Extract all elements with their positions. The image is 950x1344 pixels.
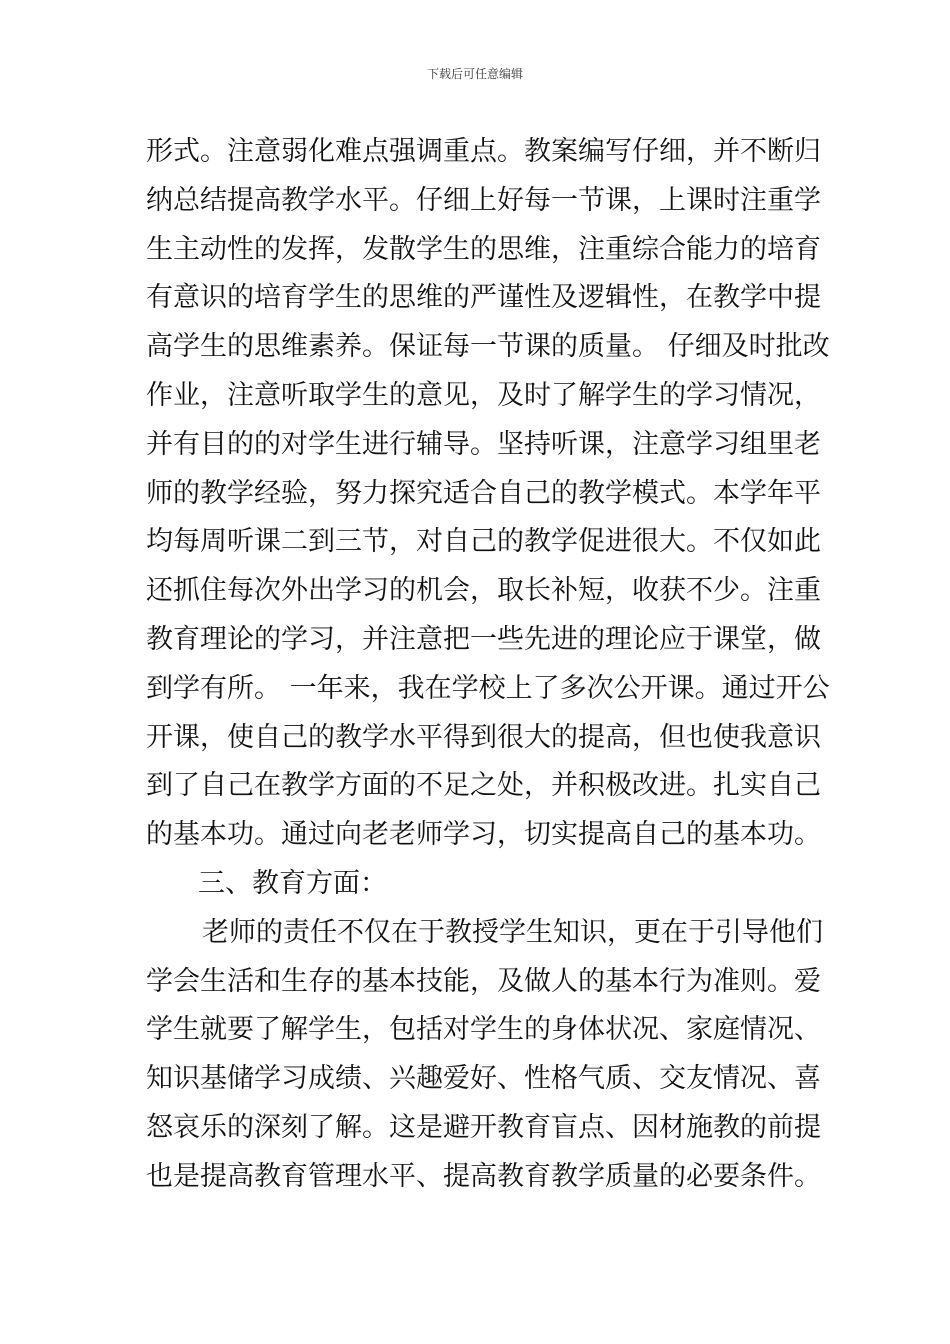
text-line: 怒哀乐的深刻了解。这是避开教育盲点、因材施教的前提: [146, 1111, 821, 1143]
text-line: 也是提高教育管理水平、提高教育教学质量的必要条件。: [146, 1160, 821, 1192]
text-line: 作业，注意听取学生的意见，及时了解学生的学习情况，: [146, 379, 821, 411]
text-line: 开课，使自己的教学水平得到很大的提高，但也使我意识: [146, 721, 821, 753]
text-line: 高学生的思维素养。保证每一节课的质量。 仔细及时批改: [146, 331, 830, 363]
text-line: 学生就要了解学生，包括对学生的身体状况、家庭情况、: [146, 1014, 821, 1046]
text-line: 纳总结提高教学水平。仔细上好每一节课，上课时注重学: [146, 184, 821, 216]
text-line: 知识基储学习成绩、兴趣爱好、性格气质、交友情况、喜: [146, 1063, 821, 1095]
text-line: 有意识的培育学生的思维的严谨性及逻辑性，在教学中提: [146, 282, 821, 314]
text-line: 老师的责任不仅在于教授学生知识，更在于引导他们: [202, 916, 823, 948]
text-line: 生主动性的发挥，发散学生的思维，注重综合能力的培育: [146, 233, 821, 265]
text-line: 到学有所。 一年来，我在学校上了多次公开课。通过开公: [146, 672, 830, 704]
text-line: 到了自己在教学方面的不足之处，并积极改进。扎实自己: [146, 770, 821, 802]
page-header: 下载后可任意编辑: [426, 67, 523, 81]
text-line: 均每周听课二到三节，对自己的教学促进很大。不仅如此: [146, 526, 821, 558]
text-line: 师的教学经验，努力探究适合自己的教学模式。本学年平: [146, 477, 821, 509]
text-line: 教育理论的学习，并注意把一些先进的理论应于课堂，做: [146, 623, 821, 655]
document-body: [146, 128, 830, 1202]
text-line: 的基本功。通过向老老师学习，切实提高自己的基本功。: [146, 819, 821, 851]
section-heading: 三、教育方面：: [198, 867, 387, 899]
text-line: 形式。注意弱化难点强调重点。教案编写仔细，并不断归: [146, 136, 821, 167]
text-line: 还抓住每次外出学习的机会，取长补短，收获不少。注重: [146, 575, 821, 607]
text-line: 学会生活和生存的基本技能，及做人的基本行为准则。爱: [146, 965, 821, 997]
text-line: 并有目的的对学生进行辅导。坚持听课，注意学习组里老: [146, 428, 821, 460]
